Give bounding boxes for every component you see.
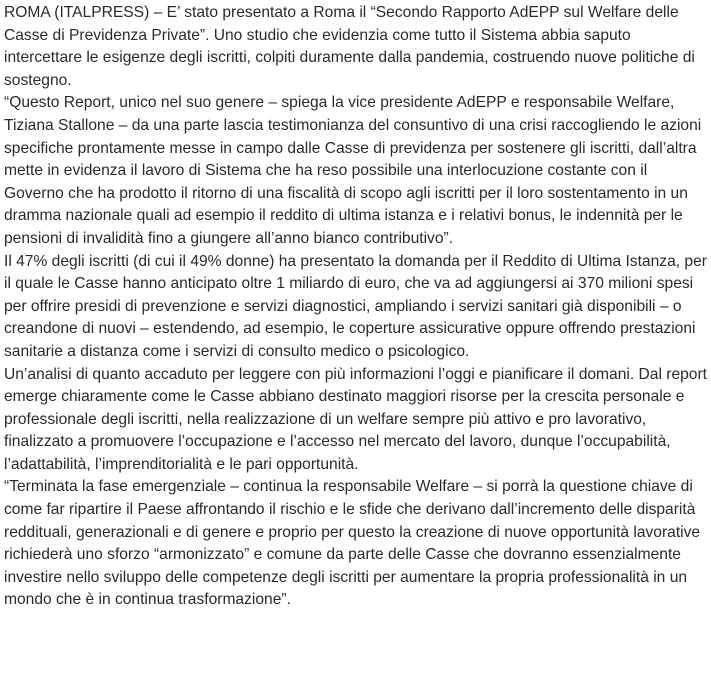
- article-paragraph-statistics: Il 47% degli iscritti (di cui il 49% donne) ha presentato la domanda per il Reddito di Ultima Istanza, per il quale le Casse hanno anticipato oltre 1 miliardo di euro, che va ad aggiungersi ai 370 milioni spesi per offrire presidi di prevenzione e servizi diagnostici, ampliando i servizi sanitari già disponibili – o creandone di nuovi – estendendo, ad esempio, le coperture assicurative oppure offrendo prestazioni sanitarie a distanza come i servizi di consulto medico o psicologico.: [4, 252, 707, 360]
- article-paragraph-intro: ROMA (ITALPRESS) – E’ stato presentato a Roma il “Secondo Rapporto AdEPP sul Welfare delle Casse di Previdenza Private”. Uno studio che evidenzia come tutto il Sistema abbia saputo intercettare le esigenze degli iscritti, colpiti duramente dalla pandemia, costruendo nuove politiche di sostegno.: [4, 4, 695, 89]
- article-paragraph-analysis: Un’analisi di quanto accaduto per leggere con più informazioni l’oggi e pianificare il domani. Dal report emerge chiaramente come le Casse abbiano destinato maggiori risorse per la crescita personale e professionale degli iscritti, nella realizzazione di un welfare sempre più attivo e pro lavorativo, finalizzato a promuovere l’occupazione e l’accesso nel mercato del lavoro, dunque l’occupabilità, l’adattabilità, l’imprenditorialità e le pari opportunità.: [4, 365, 707, 473]
- article-paragraph-quote-stallone: “Questo Report, unico nel suo genere – spiega la vice presidente AdEPP e responsabile Welfare, Tiziana Stallone – da una parte lascia testimonianza del consuntivo di una crisi raccogliendo le azioni specifiche prontamente messe in campo dalle Casse di previdenza per sostenere gli iscritti, dall’altra mette in evidenza il lavoro di Sistema che ha reso possibile una interlocuzione costante con il Governo che ha prodotto il ritorno di una fiscalità di scopo agli iscritti per il loro sostentamento in un dramma nazionale quali ad esempio il reddito di ultima istanza e i relativi bonus, le indennità per le pensioni di invalidità fino a giungere all’anno bianco contributivo”.: [4, 94, 702, 247]
- article-paragraph-closing-quote: “Terminata la fase emergenziale – continua la responsabile Welfare – si porrà la questione chiave di come far ripartire il Paese affrontando il rischio e le sfide che derivano dall’incremento delle disparità reddituali, generazionali e di genere e proprio per questo la creazione di nuove opportunità lavorative richiederà uno sforzo “armonizzato” e comune da parte delle Casse che dovranno essenzialmente investire nello sviluppo delle competenze degli iscritti per aumentare la propria professionalità in un mondo che è in continua trasformazione”.: [4, 478, 701, 609]
